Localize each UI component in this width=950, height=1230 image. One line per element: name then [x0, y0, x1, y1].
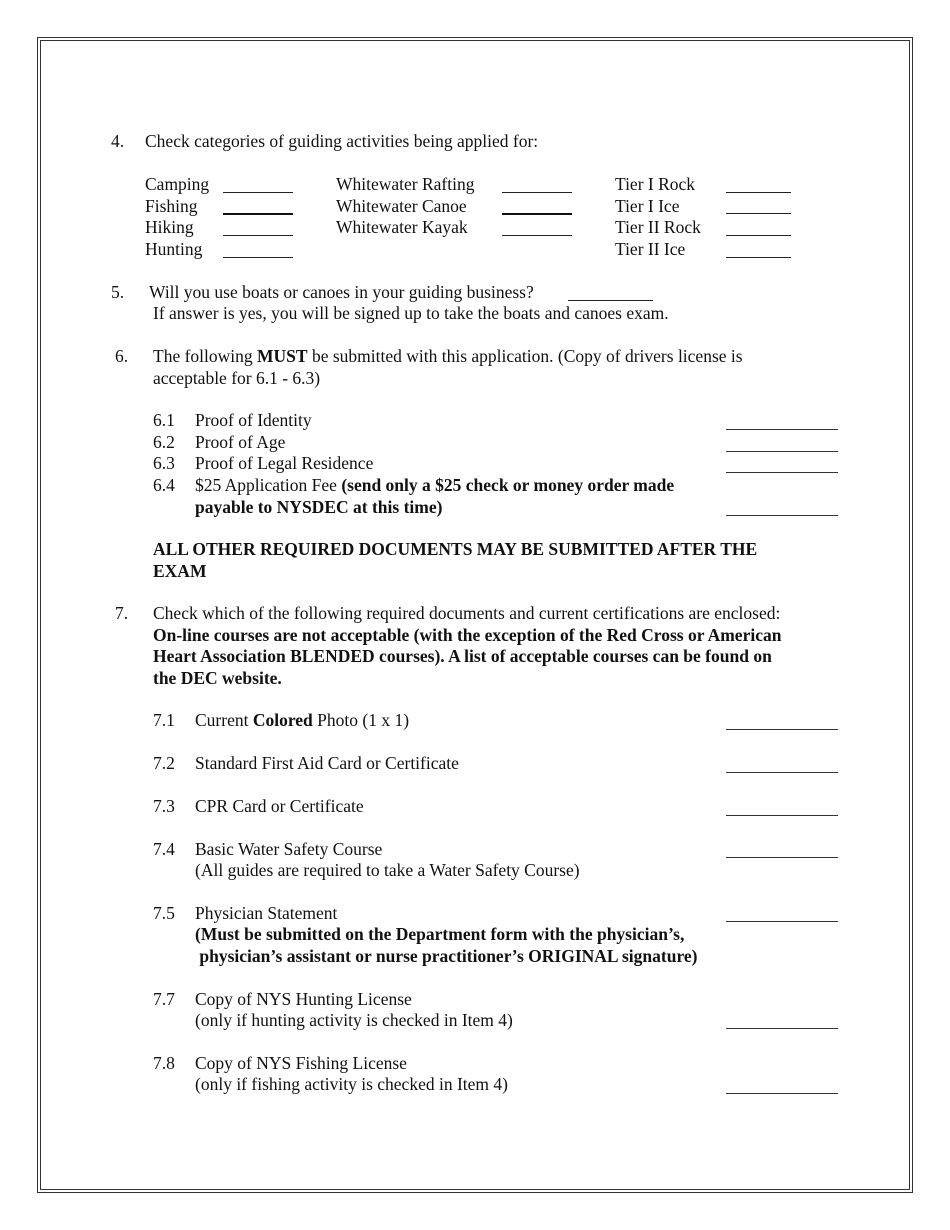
activity-tier1-rock-label: Tier I Rock [615, 174, 696, 194]
item6-4-label-line2: payable to NYSDEC at this time) [195, 497, 443, 517]
item6-1-blank[interactable] [726, 429, 838, 430]
item6-4-number: 6.4 [153, 475, 175, 495]
item4-prompt: Check categories of guiding activities being applied for: [145, 131, 539, 151]
item6-notice: ALL OTHER REQUIRED DOCUMENTS MAY BE SUBMITTED AFTER THE [153, 539, 758, 559]
activity-tier2-ice-blank[interactable] [726, 257, 791, 258]
item7-2-blank[interactable] [726, 772, 838, 773]
item7-1-number: 7.1 [153, 710, 175, 730]
item7-7-label: Copy of NYS Hunting License [195, 989, 412, 1009]
item7-5-label: Physician Statement [195, 903, 338, 923]
item7-8-blank[interactable] [726, 1093, 838, 1094]
item6-notice-line2: EXAM [153, 561, 207, 581]
activity-whitewater-canoe-blank[interactable] [502, 213, 572, 215]
activity-whitewater-kayak-label: Whitewater Kayak [336, 217, 468, 237]
item7-8-number: 7.8 [153, 1053, 175, 1073]
item7-notice-line2: Heart Association BLENDED courses). A list of acceptable courses can be found on [153, 646, 772, 666]
item7-notice-line3: the DEC website. [153, 668, 282, 688]
activity-tier1-ice-label: Tier I Ice [615, 196, 680, 216]
item7-number: 7. [115, 603, 129, 623]
item7-4-label-line2: (All guides are required to take a Water Safety Course) [195, 860, 580, 880]
item7-3-blank[interactable] [726, 815, 838, 816]
item6-4-blank[interactable] [726, 515, 838, 516]
item7-1-label: Current Colored Photo (1 x 1) [195, 710, 410, 730]
item7-7-number: 7.7 [153, 989, 175, 1009]
item7-8-label: Copy of NYS Fishing License [195, 1053, 407, 1073]
item7-4-number: 7.4 [153, 839, 175, 859]
item6-3-blank[interactable] [726, 472, 838, 473]
item7-8-label-line2: (only if fishing activity is checked in Item 4) [195, 1074, 508, 1094]
activity-whitewater-canoe-label: Whitewater Canoe [336, 196, 467, 216]
item5-boats-answer-blank[interactable] [568, 300, 653, 301]
item7-3-label: CPR Card or Certificate [195, 796, 364, 816]
item6-2-label: Proof of Age [195, 432, 286, 452]
item6-2-blank[interactable] [726, 451, 838, 452]
activity-tier2-ice-label: Tier II Ice [615, 239, 686, 259]
item7-intro: Check which of the following required documents and current certifications are enclosed: [153, 603, 781, 623]
item6-number: 6. [115, 346, 129, 366]
item6-3-label: Proof of Legal Residence [195, 453, 374, 473]
item6-3-number: 6.3 [153, 453, 175, 473]
activity-tier1-rock-blank[interactable] [726, 192, 791, 193]
activity-fishing-label: Fishing [145, 196, 198, 216]
item5-note: If answer is yes, you will be signed up to take the boats and canoes exam. [153, 303, 669, 323]
item7-1-blank[interactable] [726, 729, 838, 730]
activity-camping-label: Camping [145, 174, 210, 194]
item7-7-label-line2: (only if hunting activity is checked in Item 4) [195, 1010, 513, 1030]
item6-2-number: 6.2 [153, 432, 175, 452]
item6-intro-line2: acceptable for 6.1 - 6.3) [153, 368, 321, 388]
activity-tier2-rock-blank[interactable] [726, 235, 791, 236]
item5-question: Will you use boats or canoes in your guiding business? [149, 282, 534, 302]
item7-2-label: Standard First Aid Card or Certificate [195, 753, 459, 773]
item7-3-number: 7.3 [153, 796, 175, 816]
item7-5-note-line2: physician’s assistant or nurse practitioner’s ORIGINAL signature) [195, 946, 698, 966]
activity-hunting-label: Hunting [145, 239, 203, 259]
item7-5-blank[interactable] [726, 921, 838, 922]
activity-whitewater-rafting-blank[interactable] [502, 192, 572, 193]
activity-fishing-blank[interactable] [223, 213, 293, 215]
activity-tier2-rock-label: Tier II Rock [615, 217, 701, 237]
item7-2-number: 7.2 [153, 753, 175, 773]
activity-tier1-ice-blank[interactable] [726, 213, 791, 214]
activity-whitewater-kayak-blank[interactable] [502, 235, 572, 236]
activity-hunting-blank[interactable] [223, 257, 293, 258]
item6-4-label: $25 Application Fee (send only a $25 check or money order made [195, 475, 675, 495]
item7-5-number: 7.5 [153, 903, 175, 923]
activity-hiking-label: Hiking [145, 217, 194, 237]
item7-5-note-line1: (Must be submitted on the Department form with the physician’s, [195, 924, 685, 944]
item7-7-blank[interactable] [726, 1028, 838, 1029]
item7-4-label: Basic Water Safety Course [195, 839, 383, 859]
item6-1-label: Proof of Identity [195, 410, 312, 430]
item6-1-number: 6.1 [153, 410, 175, 430]
item7-notice-line1: On-line courses are not acceptable (with the exception of the Red Cross or American [153, 625, 782, 645]
item4-number: 4. [111, 131, 125, 151]
activity-camping-blank[interactable] [223, 192, 293, 193]
activity-whitewater-rafting-label: Whitewater Rafting [336, 174, 475, 194]
item7-4-blank[interactable] [726, 857, 838, 858]
activity-hiking-blank[interactable] [223, 235, 293, 236]
item5-number: 5. [111, 282, 125, 302]
item6-intro: The following MUST be submitted with this application. (Copy of drivers license is [153, 346, 743, 366]
